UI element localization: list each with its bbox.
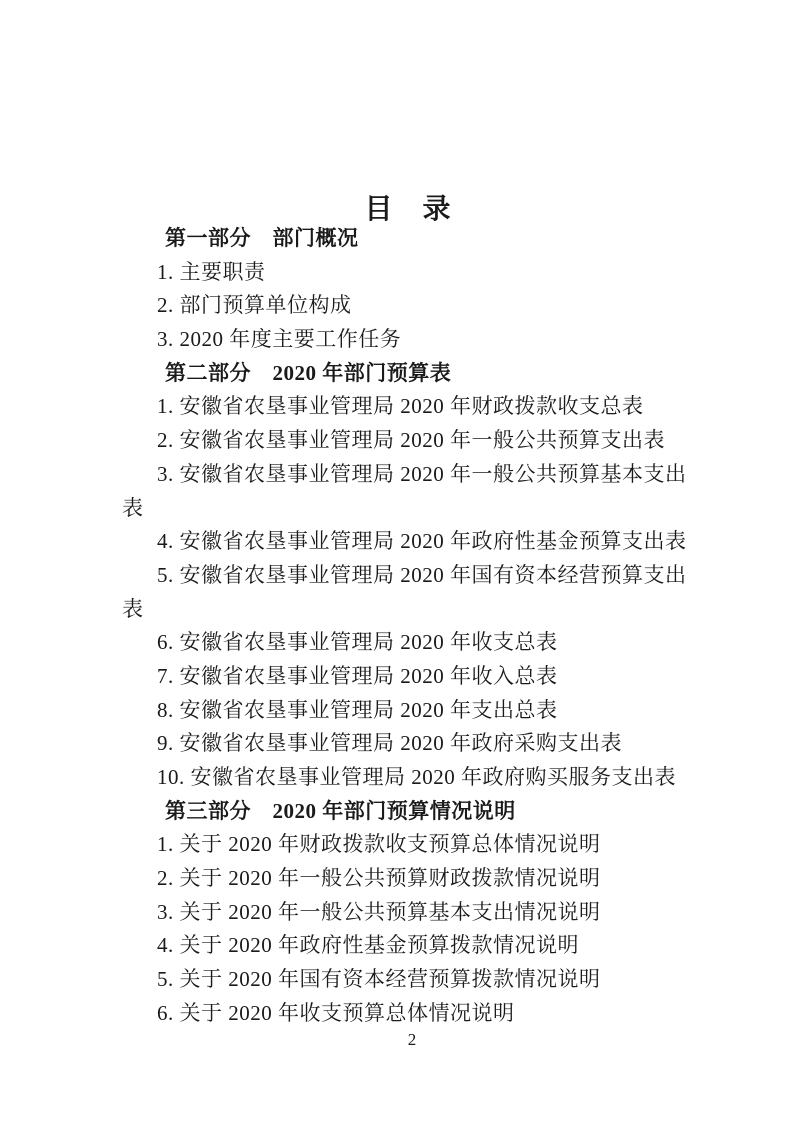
toc-item: 3. 安徽省农垦事业管理局 2020 年一般公共预算基本支出 — [157, 461, 687, 486]
toc-item: 8. 安徽省农垦事业管理局 2020 年支出总表 — [157, 697, 558, 722]
toc-item: 1. 关于 2020 年财政拨款收支预算总体情况说明 — [157, 832, 601, 857]
toc-section-header: 第二部分 2020 年部门预算表 — [165, 360, 452, 385]
toc-item: 6. 安徽省农垦事业管理局 2020 年收支总表 — [157, 630, 558, 655]
page-number: 2 — [407, 1030, 417, 1049]
toc-item: 4. 安徽省农垦事业管理局 2020 年政府性基金预算支出表 — [157, 529, 687, 554]
toc-item: 4. 关于 2020 年政府性基金预算拨款情况说明 — [157, 933, 579, 958]
toc-item: 6. 关于 2020 年收支预算总体情况说明 — [157, 1000, 515, 1025]
toc-item: 7. 安徽省农垦事业管理局 2020 年收入总表 — [157, 663, 558, 688]
toc-item: 1. 安徽省农垦事业管理局 2020 年财政拨款收支总表 — [157, 394, 644, 419]
toc-section-header: 第一部分 部门概况 — [165, 226, 359, 250]
toc-item: 5. 关于 2020 年国有资本经营预算拨款情况说明 — [157, 967, 601, 992]
toc-item: 3. 关于 2020 年一般公共预算基本支出情况说明 — [157, 899, 601, 924]
toc-section-header: 第三部分 2020 年部门预算情况说明 — [165, 798, 516, 823]
toc-item: 5. 安徽省农垦事业管理局 2020 年国有资本经营预算支出 — [157, 562, 687, 587]
page-footer — [122, 1030, 702, 1050]
toc-item: 9. 安徽省农垦事业管理局 2020 年政府采购支出表 — [157, 731, 622, 756]
toc-item: 1. 主要职责 — [157, 259, 266, 284]
table-of-contents — [122, 222, 702, 1031]
toc-item-continuation: 表 — [122, 495, 144, 520]
toc-item: 3. 2020 年度主要工作任务 — [157, 327, 402, 352]
document-title: 目 录 — [364, 194, 452, 225]
toc-item: 2. 关于 2020 年一般公共预算财政拨款情况说明 — [157, 866, 601, 891]
toc-item: 10. 安徽省农垦事业管理局 2020 年政府购买服务支出表 — [157, 765, 676, 789]
toc-item: 2. 部门预算单位构成 — [157, 293, 352, 318]
toc-item: 2. 安徽省农垦事业管理局 2020 年一般公共预算支出表 — [157, 428, 665, 453]
toc-item-continuation: 表 — [122, 596, 144, 621]
